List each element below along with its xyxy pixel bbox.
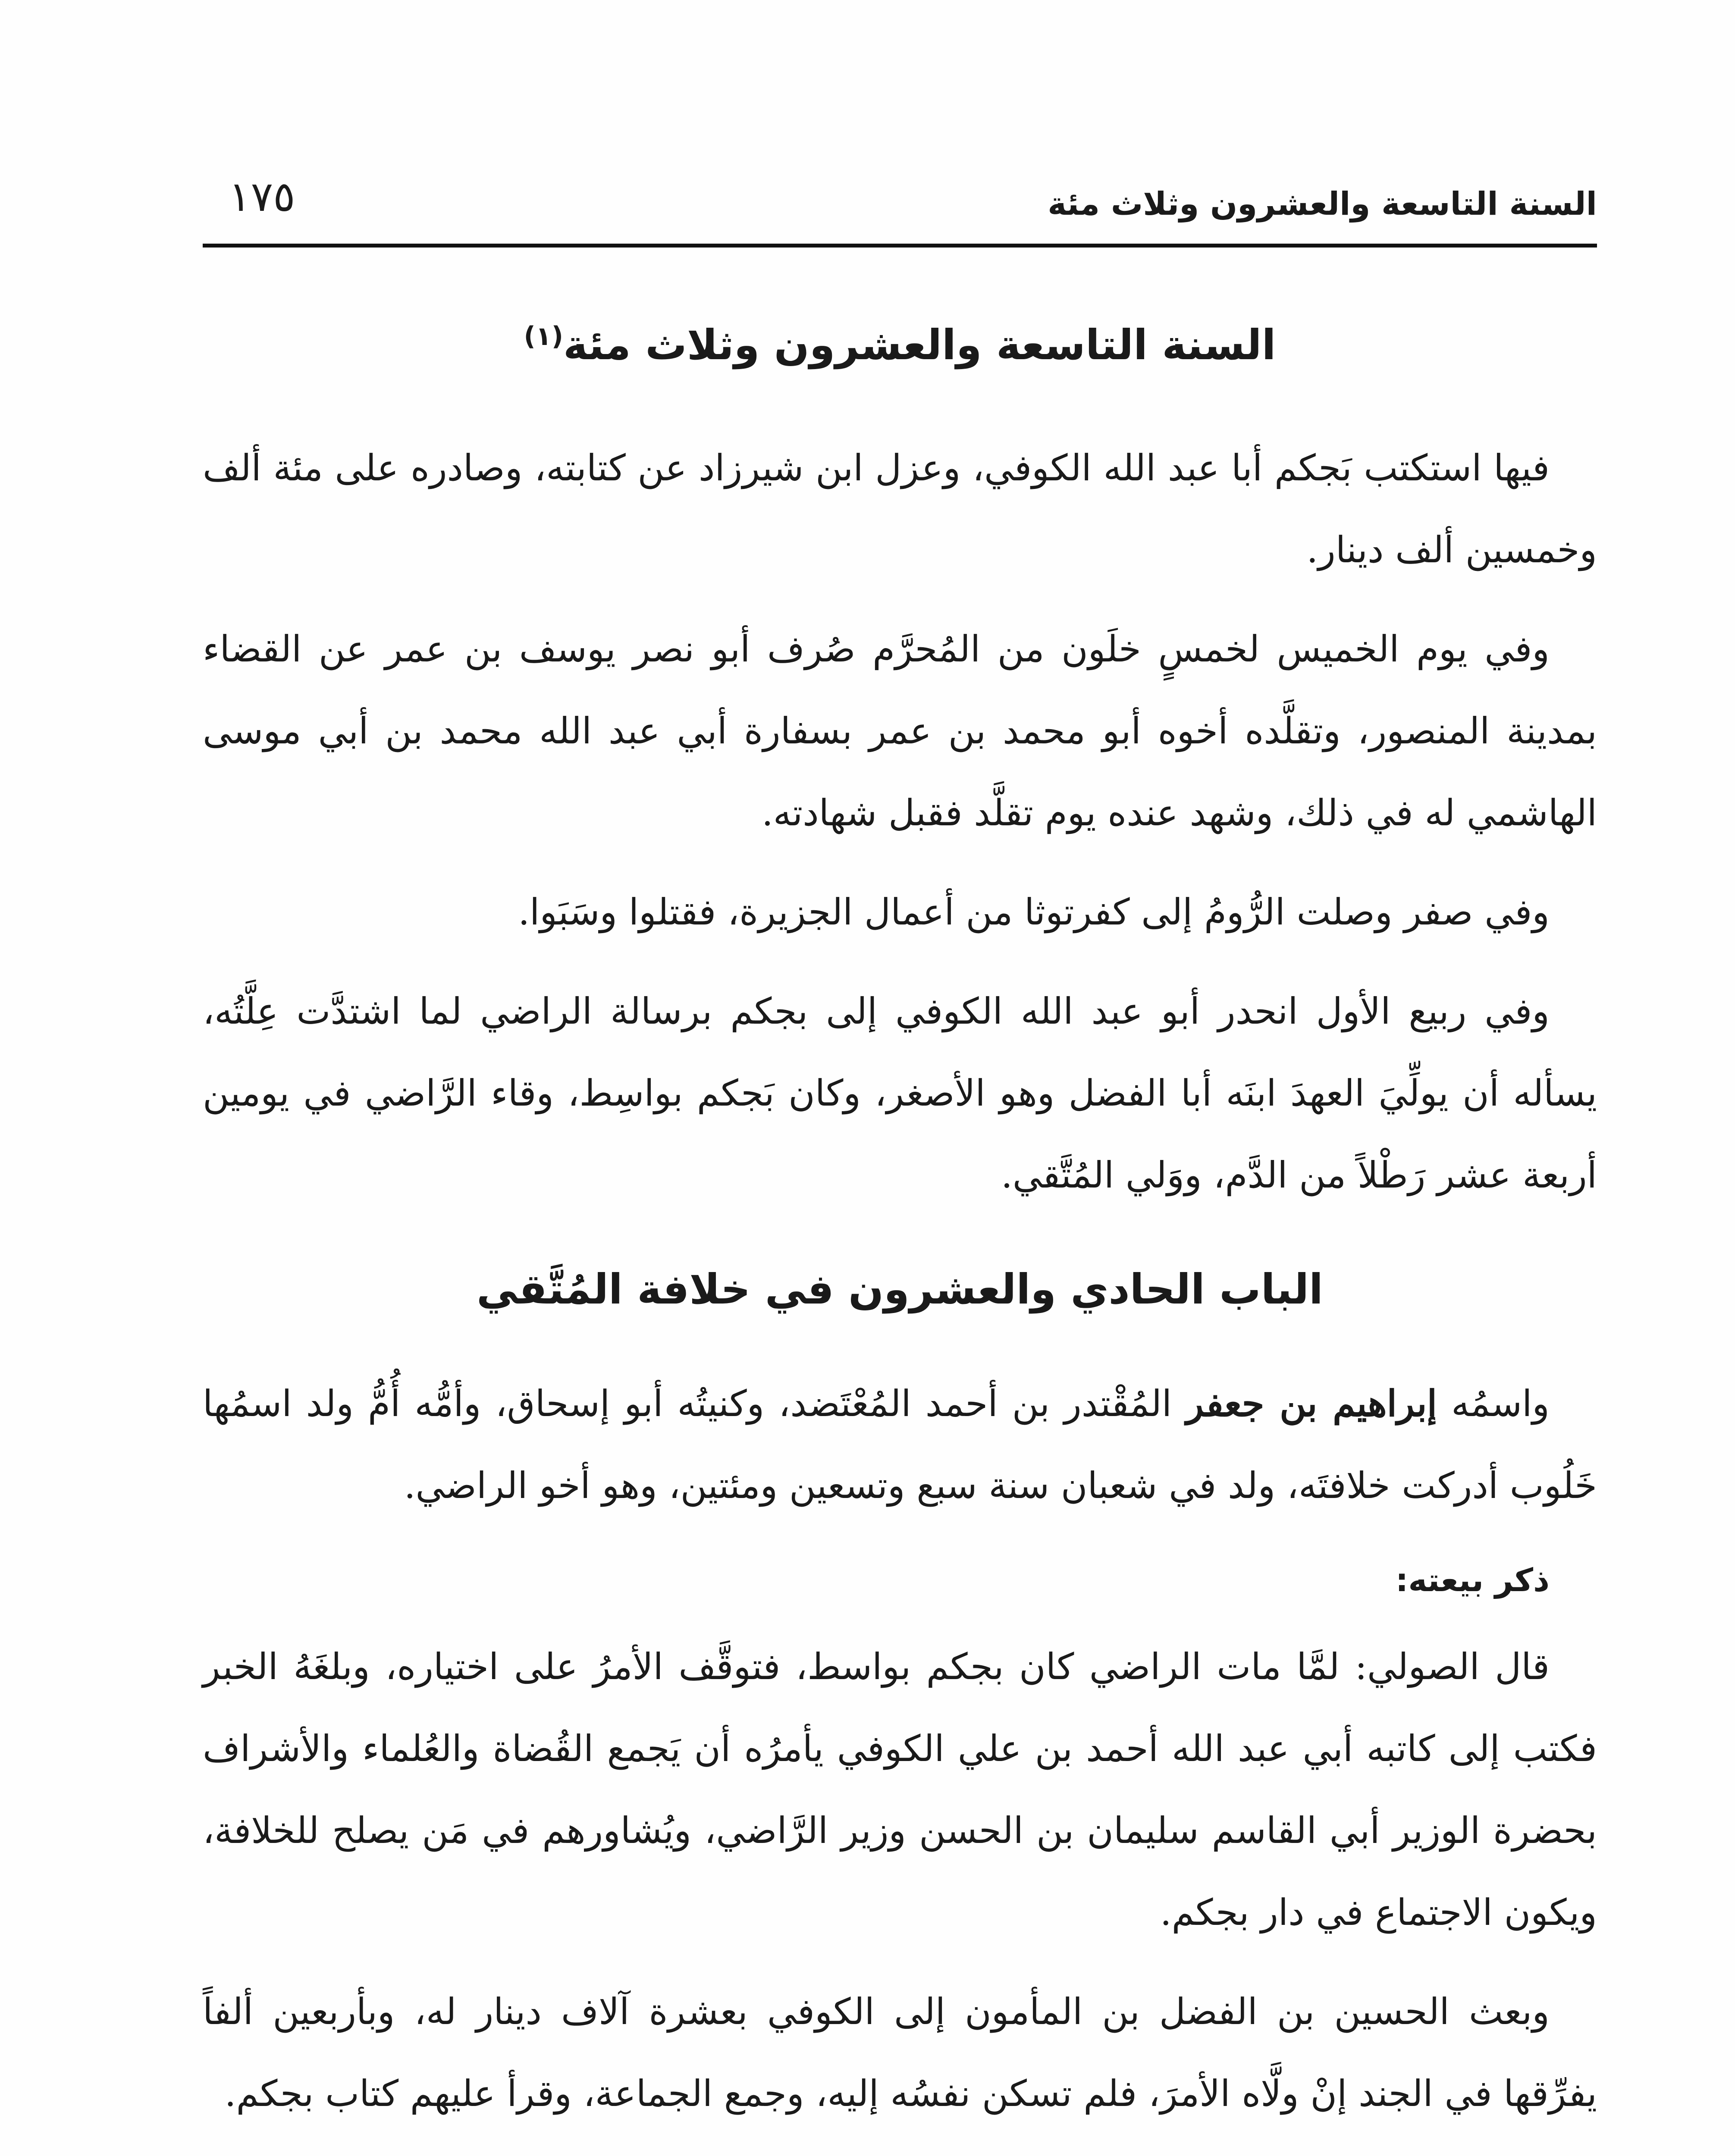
paragraph-7: وبعث الحسين بن الفضل بن المأمون إلى الكوفي بعشرة آلاف دينار له، وبأربعين ألفاً يفرِّقها في الجند إنْ ولَّاه الأمرَ، فلم تسكن نفسُه إليه، وجمع الجماعة، وقرأ عليهم كتاب بجكم. [203,1990,1597,2115]
chapter-title [203,302,1597,379]
paragraph-5 [203,1363,1597,1526]
page-header [203,168,1597,246]
caliph-name: إبراهيم بن جعفر [1186,1382,1437,1425]
paragraph-1: فيها استكتب بَجكم أبا عبد الله الكوفي، وعزل ابن شيرزاد عن كتابته، وصادره على مئة ألف وخمسين ألف دينار. [203,447,1597,571]
paragraph-4: وفي ربيع الأول انحدر أبو عبد الله الكوفي إلى بجكم برسالة الراضي لما اشتدَّت عِلَّتُه، يسأله أن يولِّيَ العهدَ ابنَه أبا الفضل وهو الأصغر، وكان بَجكم بواسِط، وقاء الرَّاضي في يومين أربعة عشر رَطْلاً من الدَّم، ووَلي المُتَّقي. [203,990,1597,1196]
section-title: الباب الحادي والعشرون في خلافة المُتَّقي [477,1265,1323,1313]
paragraph-5-start: واسمُه [1437,1382,1550,1425]
paragraph-2: وفي يوم الخميس لخمسٍ خلَون من المُحرَّم صُرف أبو نصر يوسف بن عمر عن القضاء بمدينة المنصور، وتقلَّده أخوه أبو محمد بن عمر بسفارة أبي عبد الله محمد بن أبي موسى الهاشمي له في ذلك، وشهد عنده يوم تقلَّد فقبل شهادته. [203,628,1597,834]
paragraph-3: وفي صفر وصلت الرُّومُ إلى كفرتوثا من أعمال الجزيرة، فقتلوا وسَبَوا. [518,891,1550,933]
running-title: السنة التاسعة والعشرون وثلاث مئة [1048,185,1597,222]
header-divider [203,244,1597,248]
page-number: ١٧٥ [229,172,295,221]
paragraph-6: قال الصولي: لمَّا مات الراضي كان بجكم بواسط، فتوقَّف الأمرُ على اختياره، وبلغَهُ الخبر فكتب إلى كاتبه أبي عبد الله أحمد بن علي الكوفي يأمرُه أن يَجمع القُضاة والعُلماء والأشراف بحضرة الوزير أبي القاسم سليمان بن الحسن وزير الرَّاضي، ويُشاورهم في مَن يصلح للخلافة، ويكون الاجتماع في دار بجكم. [203,1645,1597,1934]
page-body [203,302,1597,2152]
footnote-reference: (١) [524,321,563,351]
chapter-title-text: السنة التاسعة والعشرون وثلاث مئة [563,321,1276,369]
paragraph-5-rest: المُقْتدر بن أحمد المُعْتَضد، وكنيتُه أبو إسحاق، وأمُّه أُمُّ ولد اسمُها خَلُوب أدركت خلافتَه، ولد في شعبان سنة سبع وتسعين ومئتين، وهو أخو الراضي. [203,1382,1597,1507]
subheading-bayah: ذكر بيعته: [1395,1562,1550,1599]
